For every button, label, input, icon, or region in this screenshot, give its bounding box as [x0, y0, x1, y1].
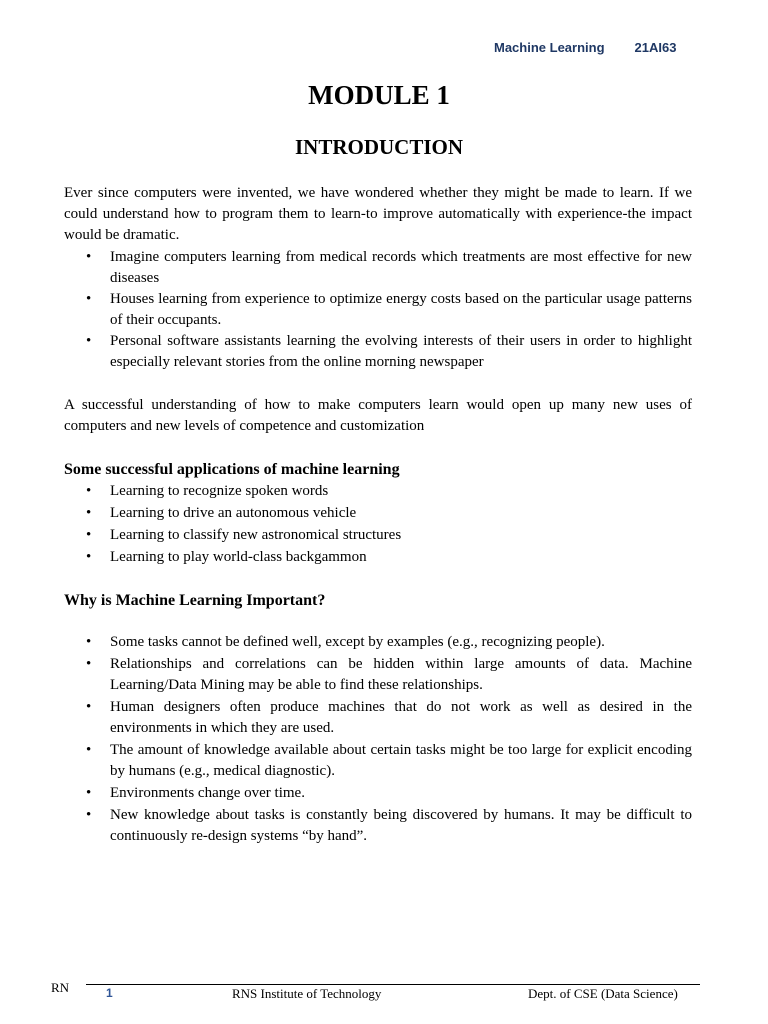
- intro-paragraph: Ever since computers were invented, we have wondered whether they might be made to learn. If we could understand how to program them to learn-to improve automatically with experience-the impact would be dramatic.: [64, 185, 692, 243]
- list-item: • Houses learning from experience to optimize energy costs based on the particular usage patterns of their occupants.: [64, 289, 692, 331]
- success-paragraph: A successful understanding of how to make computers learn would open up many new uses of computers and new levels of competence and customization: [64, 397, 692, 434]
- intro-bullet-list: [64, 247, 692, 373]
- list-item: • Some tasks cannot be defined well, except by examples (e.g., recognizing people).: [64, 632, 692, 653]
- footer-institute: RNS Institute of Technology: [232, 986, 382, 1001]
- footer-department: Dept. of CSE (Data Science): [528, 986, 678, 1001]
- list-item: • The amount of knowledge available about certain tasks might be too large for explicit encoding by humans (e.g., medical diagnostic).: [64, 740, 692, 782]
- header-subject: Machine Learning: [494, 40, 605, 55]
- list-item: • Relationships and correlations can be hidden within large amounts of data. Machine Learning/Data Mining may be able to find these relationships.: [64, 654, 692, 696]
- section-title: INTRODUCTION: [294, 135, 464, 159]
- running-header: [494, 40, 676, 55]
- importance-heading: Why is Machine Learning Important?: [64, 592, 326, 609]
- header-course-code: 21AI63: [634, 40, 677, 55]
- list-item: • New knowledge about tasks is constantly being discovered by humans. It may be difficult to continuously re-design systems “by hand”.: [64, 805, 692, 847]
- body-content: [64, 183, 692, 848]
- importance-list: [64, 632, 692, 847]
- footer-initials: RN: [51, 980, 70, 995]
- list-item: • Personal software assistants learning the evolving interests of their users in order to highlight especially relevant stories from the online morning newspaper: [64, 331, 692, 373]
- list-item: • Learning to classify new astronomical structures: [64, 525, 692, 546]
- list-item: • Imagine computers learning from medical records which treatments are most effective for new diseases: [64, 247, 692, 289]
- applications-list: [64, 481, 692, 568]
- list-item: • Human designers often produce machines that do not work as well as desired in the environments in which they are used.: [64, 697, 692, 739]
- applications-heading: Some successful applications of machine learning: [64, 461, 400, 478]
- module-title: MODULE 1: [308, 80, 450, 110]
- list-item: • Learning to drive an autonomous vehicle: [64, 503, 692, 524]
- footer-divider: [86, 984, 700, 985]
- page-number: 1: [106, 986, 113, 1000]
- list-item: • Environments change over time.: [64, 783, 692, 804]
- list-item: • Learning to recognize spoken words: [64, 481, 692, 502]
- list-item: • Learning to play world-class backgammon: [64, 547, 692, 568]
